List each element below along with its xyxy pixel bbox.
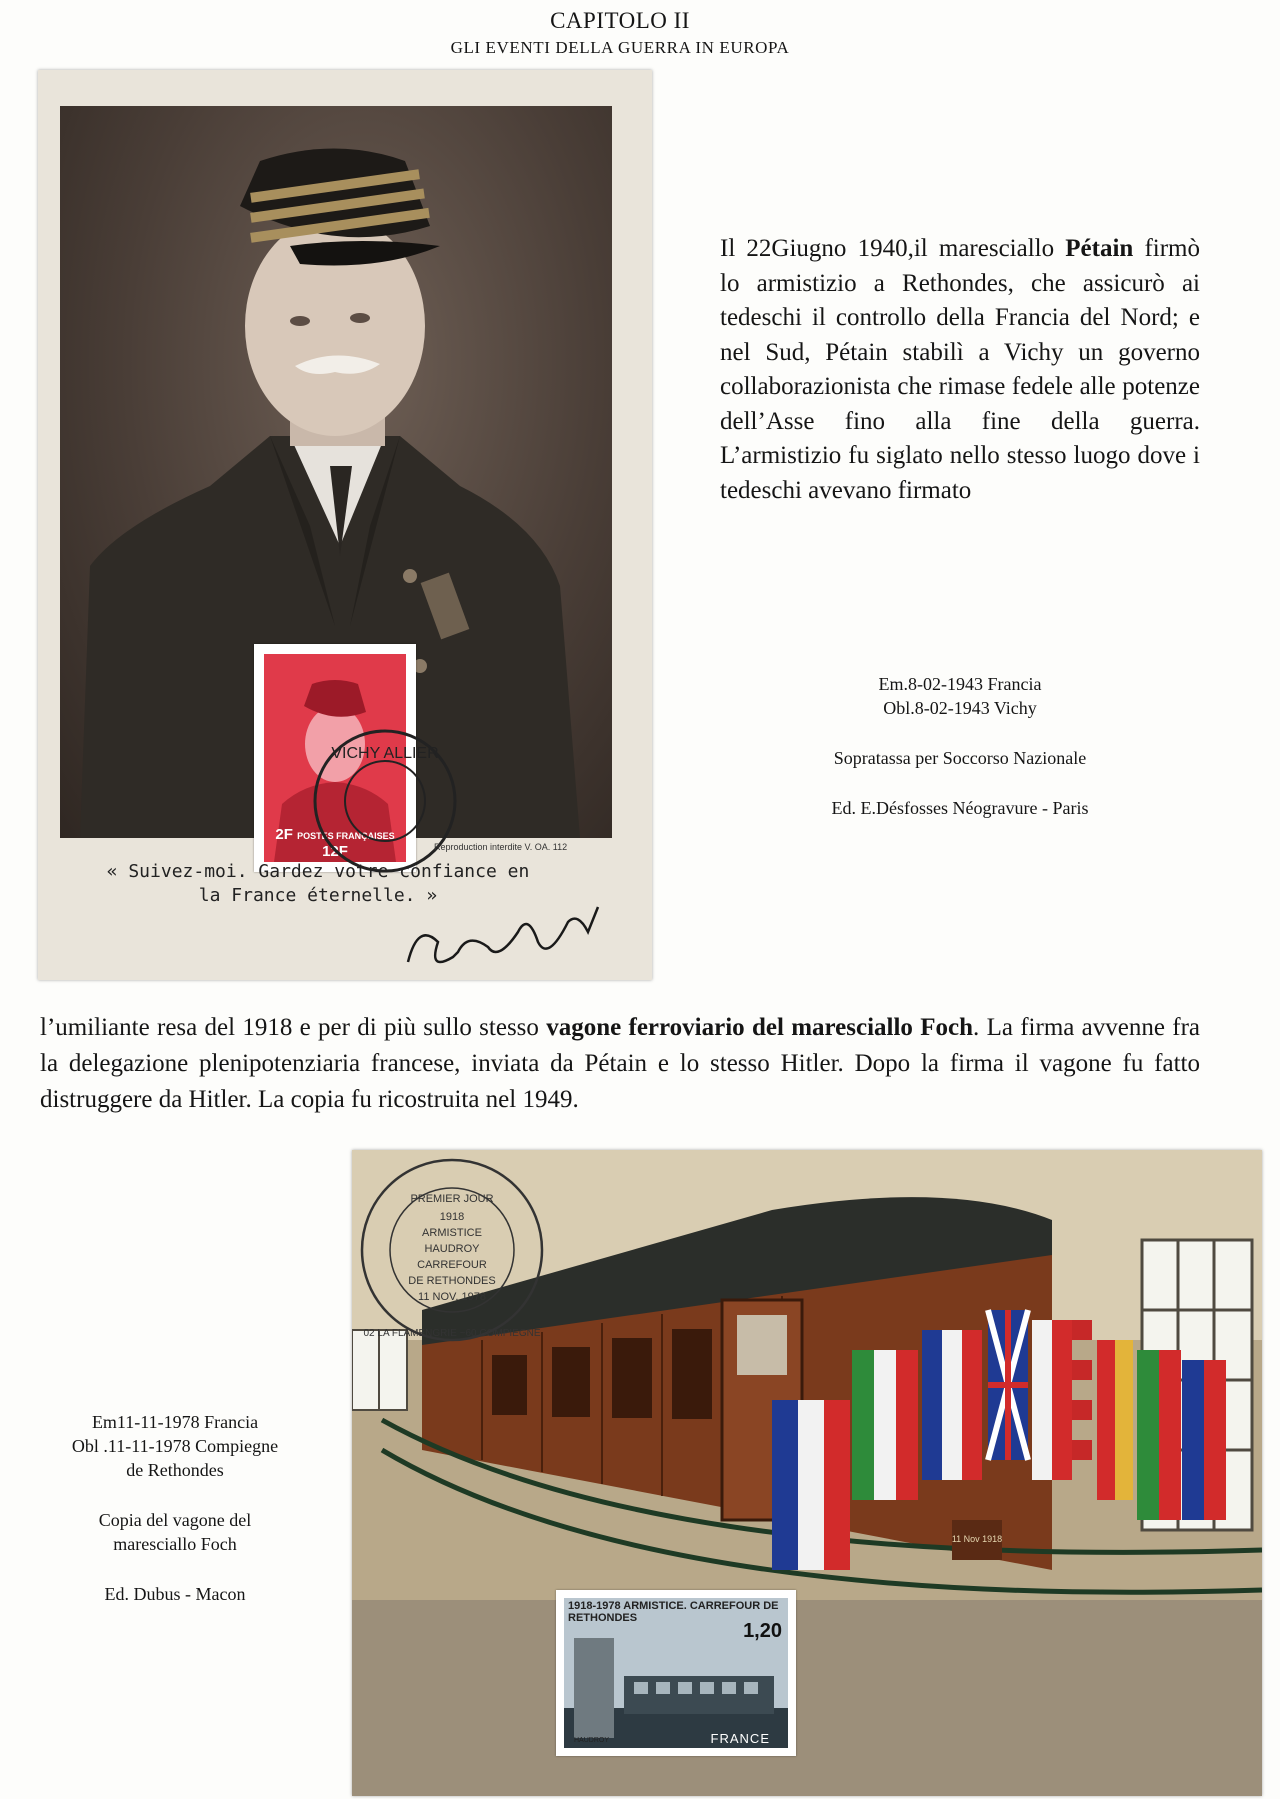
caption1-issue: Em.8-02-1943 Francia <box>878 674 1042 694</box>
narrative-paragraph-2: l’umiliante resa del 1918 e per di più sullo stesso vagone ferroviario del maresciallo Foch. La firma avvenne fra la delegazione plenipotenziaria francese, inviata da Pétain e lo stesso Hitler. Dopo la firma il vagone fu fatto distruggere da Hitler. La copia fu ricostruita nel 1949. <box>40 1014 1200 1113</box>
caption1-editor: Ed. E.Désfosses Néogravure - Paris <box>831 798 1089 818</box>
maximum-card-wagon <box>352 1150 1262 1796</box>
caption2-desc-2: maresciallo Foch <box>113 1534 237 1554</box>
caption1-cancel: Obl.8-02-1943 Vichy <box>883 698 1037 718</box>
quote-line-1: « Suivez-moi. Gardez votre confiance en <box>106 861 530 882</box>
svg-text:PREMIER JOUR: PREMIER JOUR <box>410 1193 494 1205</box>
caption2-issue: Em11-11-1978 Francia <box>91 1412 259 1432</box>
quote-line-2: la France éternelle. » <box>198 885 438 906</box>
stamp-value: 1,20 <box>743 1620 782 1642</box>
caption2-desc-1: Copia del vagone del <box>98 1510 252 1530</box>
svg-text:ARMISTICE: ARMISTICE <box>422 1227 482 1239</box>
first-day-postmark <box>352 1150 552 1350</box>
chapter-title: CAPITOLO II <box>550 8 690 33</box>
svg-text:11 Nov 1918: 11 Nov 1918 <box>951 1534 1003 1544</box>
petain-quote <box>78 860 558 908</box>
caption2-editor: Ed. Dubus - Macon <box>104 1584 246 1604</box>
stamp-title: 1918-1978 ARMISTICE. CARREFOUR DE RETHONDES <box>568 1600 779 1624</box>
caption2-cancel: Obl .11-11-1978 Compiegne <box>71 1436 279 1456</box>
svg-text:HAUDROY: HAUDROY <box>424 1243 480 1255</box>
narrative-paragraph-1: Il 22Giugno 1940,il maresciallo Pétain firmò lo armistizio a Rethondes, che assicurò ai tedeschi il controllo della Francia del Nord; e nel Sud, Pétain stabilì a Vichy un governo collaborazionista che rimase fedele alle potenze dell’Asse fino alla fine della guerra. L’armistizio fu siglato nello stesso luogo dove i tedeschi avevano firmato <box>720 235 1200 504</box>
armistice-stamp <box>556 1590 796 1756</box>
stamp-artist: HAUDROY <box>574 1737 610 1744</box>
chapter-subtitle: GLI EVENTI DELLA GUERRA IN EUROPA <box>450 38 790 57</box>
svg-text:CARREFOUR: CARREFOUR <box>417 1259 487 1271</box>
svg-text:02 LA FLAMENGRIE ~60 COMPIEGNE: 02 LA FLAMENGRIE ~60 COMPIEGNE <box>363 1328 541 1339</box>
caption2-cancel-line2: de Rethondes <box>126 1460 224 1480</box>
vichy-postmark <box>310 726 460 876</box>
maximum-card-petain <box>38 70 652 980</box>
stamp-label: 2F POSTES FRANÇAISES 12F <box>275 826 395 860</box>
caption1-note: Sopratassa per Soccorso Nazionale <box>833 748 1087 768</box>
stamp-country: FRANCE <box>710 1731 770 1746</box>
svg-text:DE RETHONDES: DE RETHONDES <box>408 1275 496 1287</box>
reproduction-note: Reproduction interdite V. OA. 112 <box>434 842 568 852</box>
svg-text:VICHY ALLIER: VICHY ALLIER <box>331 745 439 762</box>
stamp-wagon-icon <box>564 1598 788 1748</box>
svg-text:11 NOV. 1978: 11 NOV. 1978 <box>418 1291 486 1303</box>
svg-text:1918: 1918 <box>439 1211 465 1223</box>
petain-signature <box>398 902 608 982</box>
